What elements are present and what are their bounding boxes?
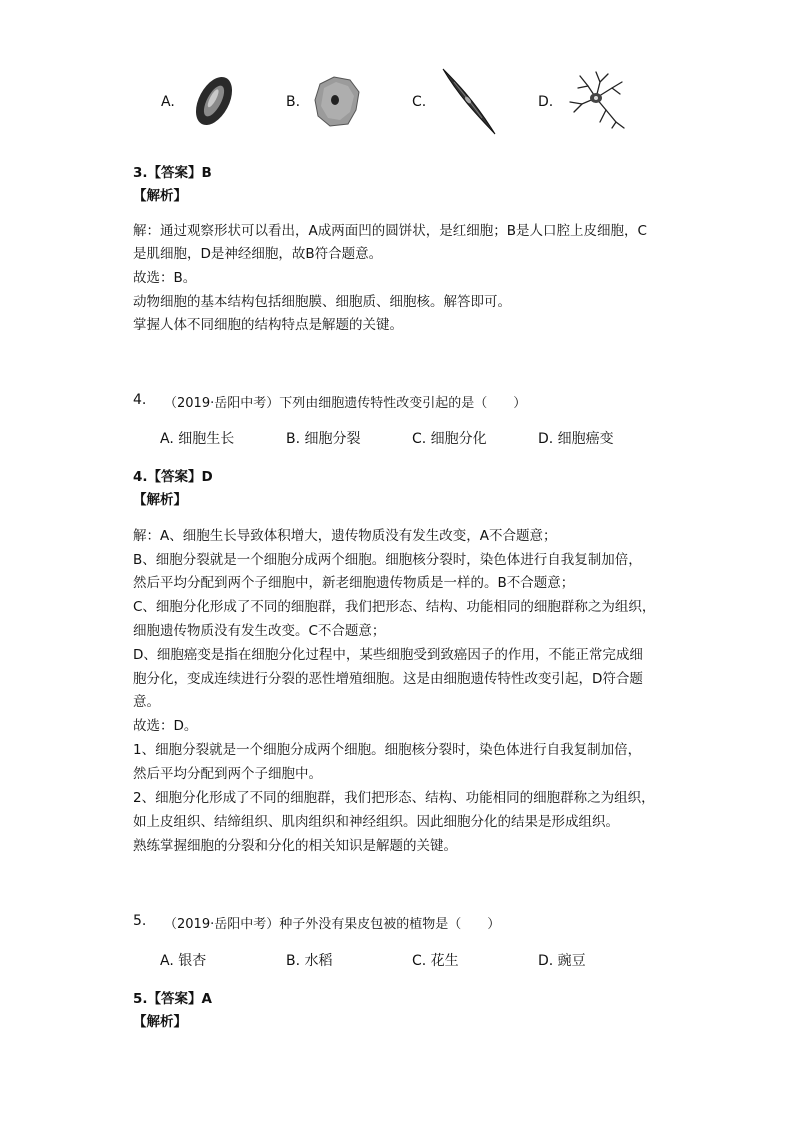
q4-analysis-line: 故选：D。 [133,718,198,734]
q4-analysis-line: 如上皮组织、结缔组织、肌肉组织和神经组织。因此细胞分化的结果是形成组织。 [133,814,619,830]
q4-analysis-line: 胞分化，变成连续进行分裂的恶性增殖细胞。这是由细胞遗传特性改变引起，D符合题 [133,671,643,687]
option-a-letter: A. [161,94,175,110]
q3-analysis-line: 动物细胞的基本结构包括细胞膜、细胞质、细胞核。解答即可。 [133,294,511,310]
q4-stem: （2019·岳阳中考）下列由细胞遗传特性改变引起的是（ ） [164,396,527,411]
q4-analysis-line: 然后平均分配到两个子细胞中，新老细胞遗传物质是一样的。B不合题意； [133,575,575,591]
q4-analysis-line: 意。 [133,694,160,710]
q5-number: 5. [133,913,147,929]
q3-answer: 3.【答案】B [133,165,212,181]
q4-choice-d: D. 细胞癌变 [538,431,614,447]
q5-stem: （2019·岳阳中考）种子外没有果皮包被的植物是（ ） [164,917,501,932]
q3-analysis-line: 是肌细胞，D是神经细胞，故B符合题意。 [133,246,383,262]
q4-analysis-line: 解：A、细胞生长导致体积增大，遗传物质没有发生改变，A不合题意； [133,528,557,544]
option-c-letter: C. [412,94,427,110]
q5-choice-d: D. 豌豆 [538,953,586,969]
q3-analysis-line: 故选：B。 [133,270,197,286]
q4-choice-b: B. 细胞分裂 [286,431,361,447]
q5-choice-b: B. 水稻 [286,953,333,969]
q4-analysis-label: 【解析】 [133,492,187,508]
q4-analysis-line: D、细胞癌变是指在细胞分化过程中，某些细胞受到致癌因子的作用，不能正常完成细 [133,647,643,663]
q4-analysis-line: 细胞遗传物质没有发生改变。C不合题意； [133,623,386,639]
q4-analysis-line: C、细胞分化形成了不同的细胞群，我们把形态、结构、功能相同的细胞群称之为组织， [133,599,656,615]
q3-analysis-line: 解：通过观察形状可以看出，A成两面凹的圆饼状，是红细胞；B是人口腔上皮细胞，C [133,223,647,239]
q5-analysis-label: 【解析】 [133,1014,187,1030]
q4-analysis-line: B、细胞分裂就是一个细胞分成两个细胞。细胞核分裂时，染色体进行自我复制加倍， [133,552,642,568]
q4-analysis-line: 1、细胞分裂就是一个细胞分成两个细胞。细胞核分裂时，染色体进行自我复制加倍， [133,742,642,758]
nerve-cell-icon [566,68,630,130]
q5-choice-c: C. 花生 [412,953,459,969]
red-blood-cell-icon [190,72,238,130]
option-d-letter: D. [538,94,554,110]
q5-answer: 5.【答案】A [133,991,212,1007]
q4-answer: 4.【答案】D [133,469,213,485]
cheek-epithelial-cell-icon [312,74,362,128]
q4-number: 4. [133,392,147,408]
q3-analysis-label: 【解析】 [133,188,187,204]
q3-analysis-line: 掌握人体不同细胞的结构特点是解题的关键。 [133,317,403,333]
muscle-cell-icon [440,66,498,138]
option-b-letter: B. [286,94,301,110]
q4-choice-c: C. 细胞分化 [412,431,487,447]
q4-choice-a: A. 细胞生长 [160,431,235,447]
q4-analysis-line: 然后平均分配到两个子细胞中。 [133,766,322,782]
q5-choice-a: A. 银杏 [160,953,207,969]
q4-analysis-line: 熟练掌握细胞的分裂和分化的相关知识是解题的关键。 [133,838,457,854]
q4-analysis-line: 2、细胞分化形成了不同的细胞群，我们把形态、结构、功能相同的细胞群称之为组织， [133,790,655,806]
